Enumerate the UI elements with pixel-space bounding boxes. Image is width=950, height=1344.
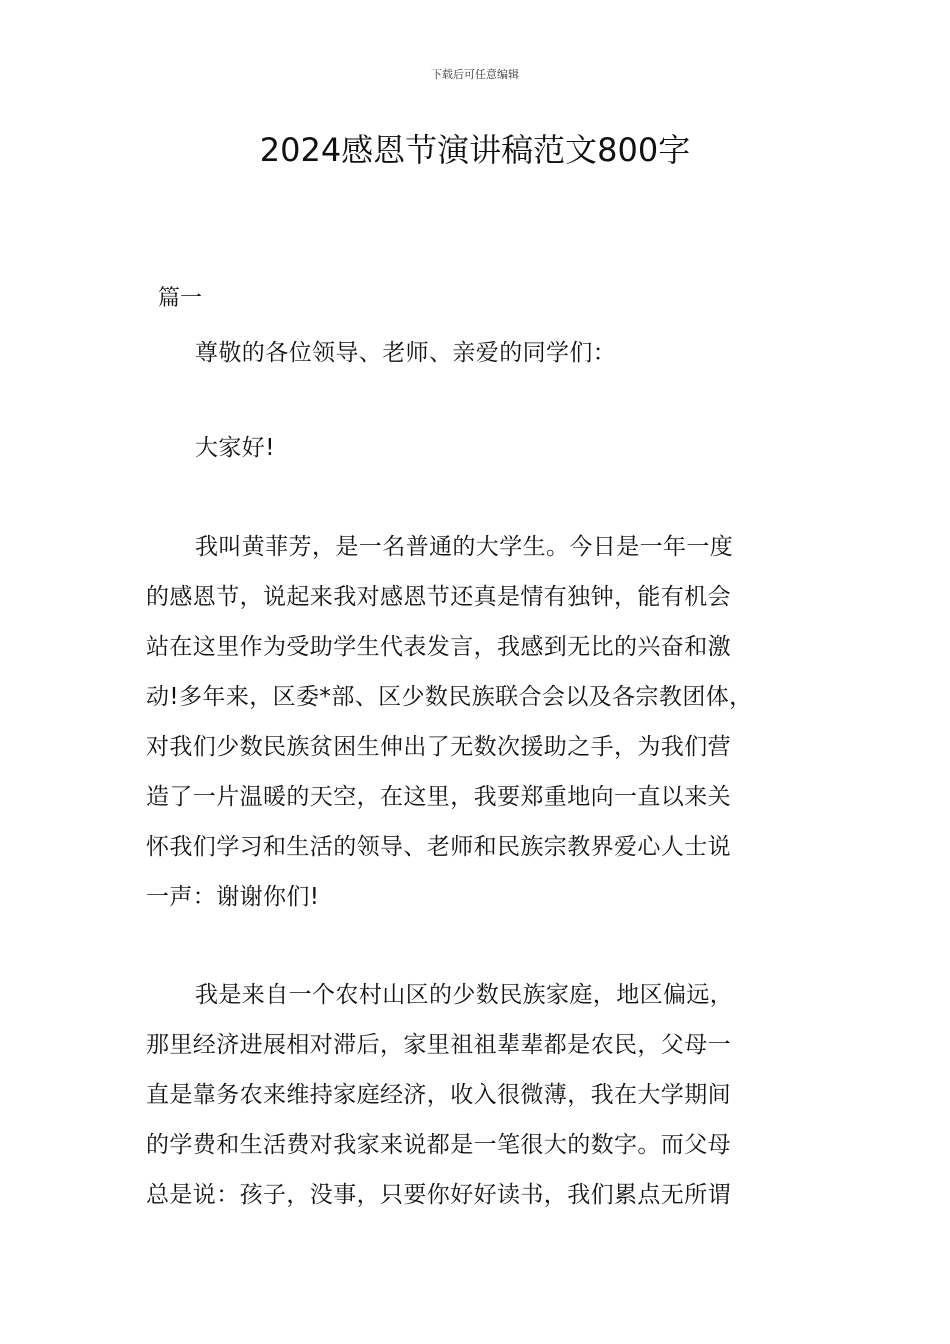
paragraph-line: 一声：谢谢你们!: [146, 884, 320, 910]
paragraph-line: 造了一片温暖的天空，在这里，我要郑重地向一直以来关: [146, 784, 731, 810]
document-title: 2024感恩节演讲稿范文800字: [259, 131, 691, 169]
paragraph-line: 我叫黄菲芳，是一名普通的大学生。今日是一年一度: [195, 534, 734, 560]
paragraph-line: 站在这里作为受助学生代表发言，我感到无比的兴奋和激: [146, 634, 731, 660]
paragraph-line: 动!多年来，区委*部、区少数民族联合会以及各宗教团体，: [146, 684, 753, 710]
greeting-line: 尊敬的各位领导、老师、亲爱的同学们：: [195, 340, 617, 366]
paragraph-line: 对我们少数民族贫困生伸出了无数次援助之手，为我们营: [146, 734, 731, 760]
paragraph-line: 总是说：孩子，没事，只要你好好读书，我们累点无所谓: [146, 1182, 731, 1208]
section-label: 篇一: [158, 286, 203, 311]
paragraph-line: 怀我们学习和生活的领导、老师和民族宗教界爱心人士说: [146, 834, 731, 860]
hello-line: 大家好!: [195, 435, 275, 461]
paragraph-line: 的感恩节，说起来我对感恩节还真是情有独钟，能有机会: [146, 584, 731, 610]
paragraph-line: 我是来自一个农村山区的少数民族家庭，地区偏远，: [195, 982, 734, 1008]
paragraph-line: 的学费和生活费对我家来说都是一笔很大的数字。而父母: [146, 1132, 731, 1158]
paragraph-line: 那里经济进展相对滞后，家里祖祖辈辈都是农民，父母一: [146, 1032, 731, 1058]
paragraph-line: 直是靠务农来维持家庭经济，收入很微薄，我在大学期间: [146, 1082, 731, 1108]
header-note: 下载后可任意编辑: [431, 68, 519, 81]
